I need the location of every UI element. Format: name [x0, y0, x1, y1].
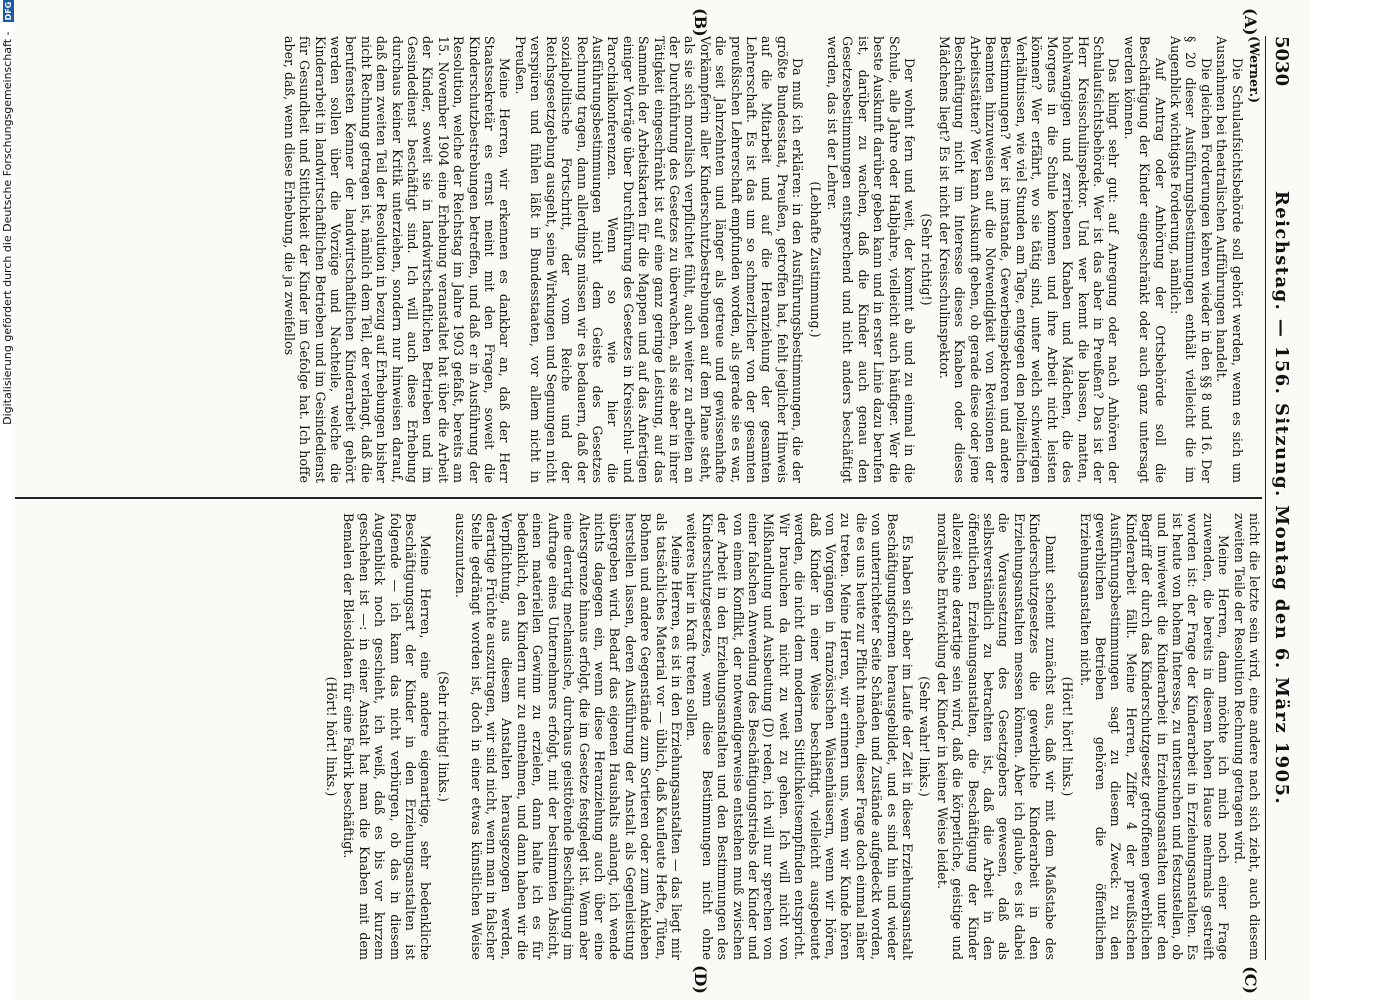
- right-column: [14, 499, 1262, 960]
- running-head-title: Reichstag. — 156. Sitzung. Montag den 6. März 1905.: [1271, 190, 1292, 806]
- digitization-note: Digitalisierung gefördert durch die Deutsche Forschungsgemeinschaft -: [1, 31, 14, 425]
- interjection: (Hört! hört! links.): [324, 676, 340, 797]
- paragraph: Die gleichen Forderungen kehren wieder in den §§ 8 und 16. Der § 20 dieser Ausführungsbestimmungen enthält vielleicht die im Augenblick wichtigste Forderung, nämlich:: [1167, 36, 1214, 483]
- margin-marker-d: (D): [691, 964, 710, 994]
- paragraph: Meine Herren, wir erkennen es dankbar an, daß der Herr Staatssekretär es ernst meint mit den Fragen, soweit die Kinderschutzbestrebungen betreffen, und daß er in Ausführung der Resolution, welche der Reichstag im Jahre 1903 gefaßt, bereits am 15. November 1904 eine Erhebung veranstaltet hat über die Arbeit der Kinder, soweit sie in landwirtschaftlichen Betrieben und im Gesindedienst beschäftigt sind. Ich will auch diese Erhebung durchaus keiner Kritik unterziehen, sondern nur hinweisen darauf, daß dem zweiten Teil der Resolution in bezug auf Erhebungen bisher nicht Rechnung getragen ist, nämlich dem Teil, der verlangt, daß die berufensten Kenner der landwirtschaftlichen Kinderarbeit gehört werden sollen über die Vorzüge und Nachteile, welche die Kinderarbeit in landwirtschaftlichen Betrieben und im Gesindedienst für Gesundheit und Sittlichkeit der Kinder im Gefolge hat. Ich hoffe aber, daß, wenn diese Erhebung, die ja zweifellos: [281, 36, 513, 483]
- paragraph: Meine Herren, eine andere eigenartige, sehr bedenkliche Beschäftigungsart der Kinder in den Erziehungsanstalten ist folgende — ich kann das nicht verbürgen, ob das in diesem Augenblick noch geschieht, ich weiß, daß es bis vor kurzem geschehen ist —: in einer Anstalt hat man die Knaben mit dem Bemalen der Bleisoldaten für eine Fabrik beschäftigt.: [341, 513, 434, 960]
- text-columns: [14, 36, 1262, 960]
- digitization-note-container: [0, 0, 15, 1000]
- interjection: (Sehr richtig!): [919, 213, 935, 306]
- paragraph: nicht die letzte sein wird, eine andere nach sich zieht, auch diesem zweiten Teile der Resolution Rechnung getragen wird.: [1231, 513, 1262, 960]
- paragraph: Das klingt sehr gut: auf Anregung oder nach Anhören der Schulaufsichtsbehörde. Wer ist das aber in Preußen? Das ist der Herr Kreisschulinspektor. Und wer kennt die blassen, matten, hohlwangigen und zerriebenen Knaben und Mädchen, die des Morgens in die Schule kommen und ihre Arbeit nicht leisten können? Wer erfährt, wo sie tätig sind, unter welch schwierigen Verhältnissen, wie viel Stunden am Tage, entgegen den polizeilichen Bestimmungen? Wer ist imstande, Gewerbeinspektoren und andere Beamten hinzuweisen auf die Notwendigkeit von Revisionen der Arbeitsstätten? Wer kann Auskunft geben, ob gerade diese oder jene Beschäftigung nicht im Interesse dieses Knaben oder dieses Mädchens liegt? Es ist nicht der Kreisschulinspektor.: [936, 36, 1122, 483]
- page-number: 5030: [1271, 36, 1292, 87]
- interjection: (Lebhafte Zustimmung.): [807, 181, 823, 338]
- paragraph: Es haben sich aber im Laufe der Zeit in dieser Erziehungsanstalt Beschäftigungsformen herausgebildet, und es sind hin und wieder von unterrichteter Seite Schäden und Zustände aufgedeckt worden, die es uns heute zur Pflicht machen, dieser Frage doch einmal näher zu treten. Meine Herren, wir erinnern uns, wenn wir Kunde hören von Vorgängen in französischen Waisenhäusern, wenn wir hören, daß Kinder in einer Weise beschäftigt, vielleicht ausgebeutet werden, die nicht dem modernen Sittlichkeitsempfinden entspricht. Wir brauchen da nicht zu weit zu gehen. Ich will nicht von Mißhandlung und Ausbeutung (D) reden, ich will nur sprechen von einer falschen Anwendung des Beschäftigungstriebs der Kinder und von einem Konflikt, der notwendigerweise entstehen muß zwischen der Arbeit in den Erziehungsanstalten und den Bestimmungen des Kinderschutzgesetzes, wenn diese Bestimmungen nicht ohne weiteres hier in Kraft treten sollen.: [684, 513, 916, 960]
- paragraph: Da muß ich erklären: in den Ausführungsbestimmungen, die der größte Bundesstaat, Preußen, getroffen hat, fehlt jeglicher Hinweis auf die Mitarbeit und auf die Heranziehung der gesamten Lehrerschaft. Es ist das um so schmerzlicher von der gesamten preußischen Lehrerschaft empfunden worden, als gerade sie es war, die seit Jahrzehnten und länger als getreue und gewissenhafte Vorkämpferin aller Kinderschutzbestrebungen auf dem Plane steht, als sie sich moralisch verpflichtet fühlt, auch weiter zu arbeiten an der Durchführung des Gesetzes zu überwachen, als sie aber in ihrer Tätigkeit eingeschränkt ist auf eine ganz geringe Leistung, auf das Sammeln der Arbeitskarten für die Mappen und auf das Anfertigen einiger Vorträge über Durchführung des Gesetzes in Kreisschul- und Parochialkonferenzen. Wenn so wie hier die Ausführungsbestimmungen nicht dem Geiste des Gesetzes Rechnung tragen, dann allerdings müssen wir es bedauern, daß der sozialpolitische Fortschritt, der vom Reiche und der Reichsgesetzgebung ausgeht, seine Wirkungen und Segnungen nicht verspüren und fühlen läßt in Bundesstaaten, vor allem nicht in Preußen.: [512, 36, 806, 483]
- margin-marker-b: (B): [691, 8, 710, 37]
- paragraph: Meine Herren, dann möchte ich mich noch einer Frage zuwenden, die bereits in diesem hohen Hause mehrmals gestreift worden ist: der Frage der Kinderarbeit in Erziehungsanstalten. Es ist heute von hohem Interesse, zu untersuchen und festzustellen, ob und inwieweit die Kinderarbeit in Erziehungsanstalten unter den Begriff der durch das Kinderschutzgesetz getroffenen gewerblichen Kinderarbeit fällt. Meine Herren, Ziffer 4 der preußischen Ausführungsbestimmungen sagt zu diesem Zweck: zu den gewerblichen Betrieben gehören die öffentlichen Erziehungsanstalten nicht.: [1077, 513, 1232, 960]
- margin-marker-a: (A): [1241, 8, 1260, 36]
- running-head: [1265, 36, 1296, 960]
- digitization-footer: [0, 0, 15, 1000]
- interjection: (Sehr richtig! links.): [435, 671, 451, 802]
- paragraph: Meine Herren, es ist in den Erziehungsanstalten — das liegt mir als tatsächliches Material vor — üblich, daß Kaufleute Hefte, Tüten, Bohnen und andere Gegenstände zum Sortieren oder zum Ankleben herstellen lassen, deren Ausführung der Anstalt als Gegenleistung übergeben wird. Bedarf das eigenen Haushalts anlangt, ich wende nichts dagegen ein, wenn diese Heranziehung auch über eine Altersgrenze hinaus erfolgt, die im Gesetze festgelegt ist. Wenn aber eine derartig mechanische, durchaus geisttötende Beschäftigung im Auftrage eines Unternehmers erfolgt, mit der bestimmten Absicht, einen materiellen Gewinn zu erzielen, dann halte ich es für bedenklich, den Kindern nur zu entnehmen, und dann haben wir die Verpflichtung, aus diesem Anstalten herausgezogen werden, derartige Früchte auszutragen, wir sind nicht, wenn man in falscher Stelle gedrängt worden ist, doch in einer etwas künstlichen Weise auszunutzen.: [453, 513, 684, 960]
- left-column: [14, 36, 1262, 497]
- paragraph: Damit scheint zunächst aus, daß wir mit dem Maßstabe des Kinderschutzgesetzes die gewerbliche Kinderarbeit in den Erziehungsanstalten messen können. Aber ich glaube, es ist dabei die Voraussetzung des Gesetzgebers gewesen, daß als selbstverständlich zu betrachten ist, daß die Arbeit in den öffentlichen Erziehungsanstalten, die Beschäftigung der Kinder allezeit eine derartige sein wird, daß die körperliche, geistige und moralische Entwicklung der Kinder in keiner Weise leidet.: [934, 513, 1058, 960]
- paragraph: Die Schulaufsichtsbehörde soll gehört werden, wenn es sich um Ausnahmen bei theatralischen Aufführungen handelt.: [1214, 36, 1245, 483]
- dfg-logo: DFG: [3, 1, 13, 21]
- interjection: (Sehr wahr! links.): [917, 676, 933, 797]
- paragraph: Der wohnt fern und weit, der kommt ab und zu einmal in die Schule, alle Jahre oder Halbjahre, vielleicht auch häufiger. Wer die beste Auskunft darüber geben kann und in erster Linie dazu berufen ist, darüber zu wachen, daß die Kinder auch genau den Gesetzesbestimmungen entsprechend und nicht anders beschäftigt werden, das ist der Lehrer.: [825, 36, 918, 483]
- quoted-paragraph: Auf Antrag oder Anhörung der Ortsbehörde soll die Beschäftigung der Kinder eingeschränkt oder auch ganz untersagt werden können.: [1121, 36, 1168, 483]
- interjection: (Hört! hört! links.): [1060, 676, 1076, 797]
- margin-marker-c: (C): [1241, 966, 1260, 994]
- speaker-tag: (Werner.): [1247, 36, 1262, 104]
